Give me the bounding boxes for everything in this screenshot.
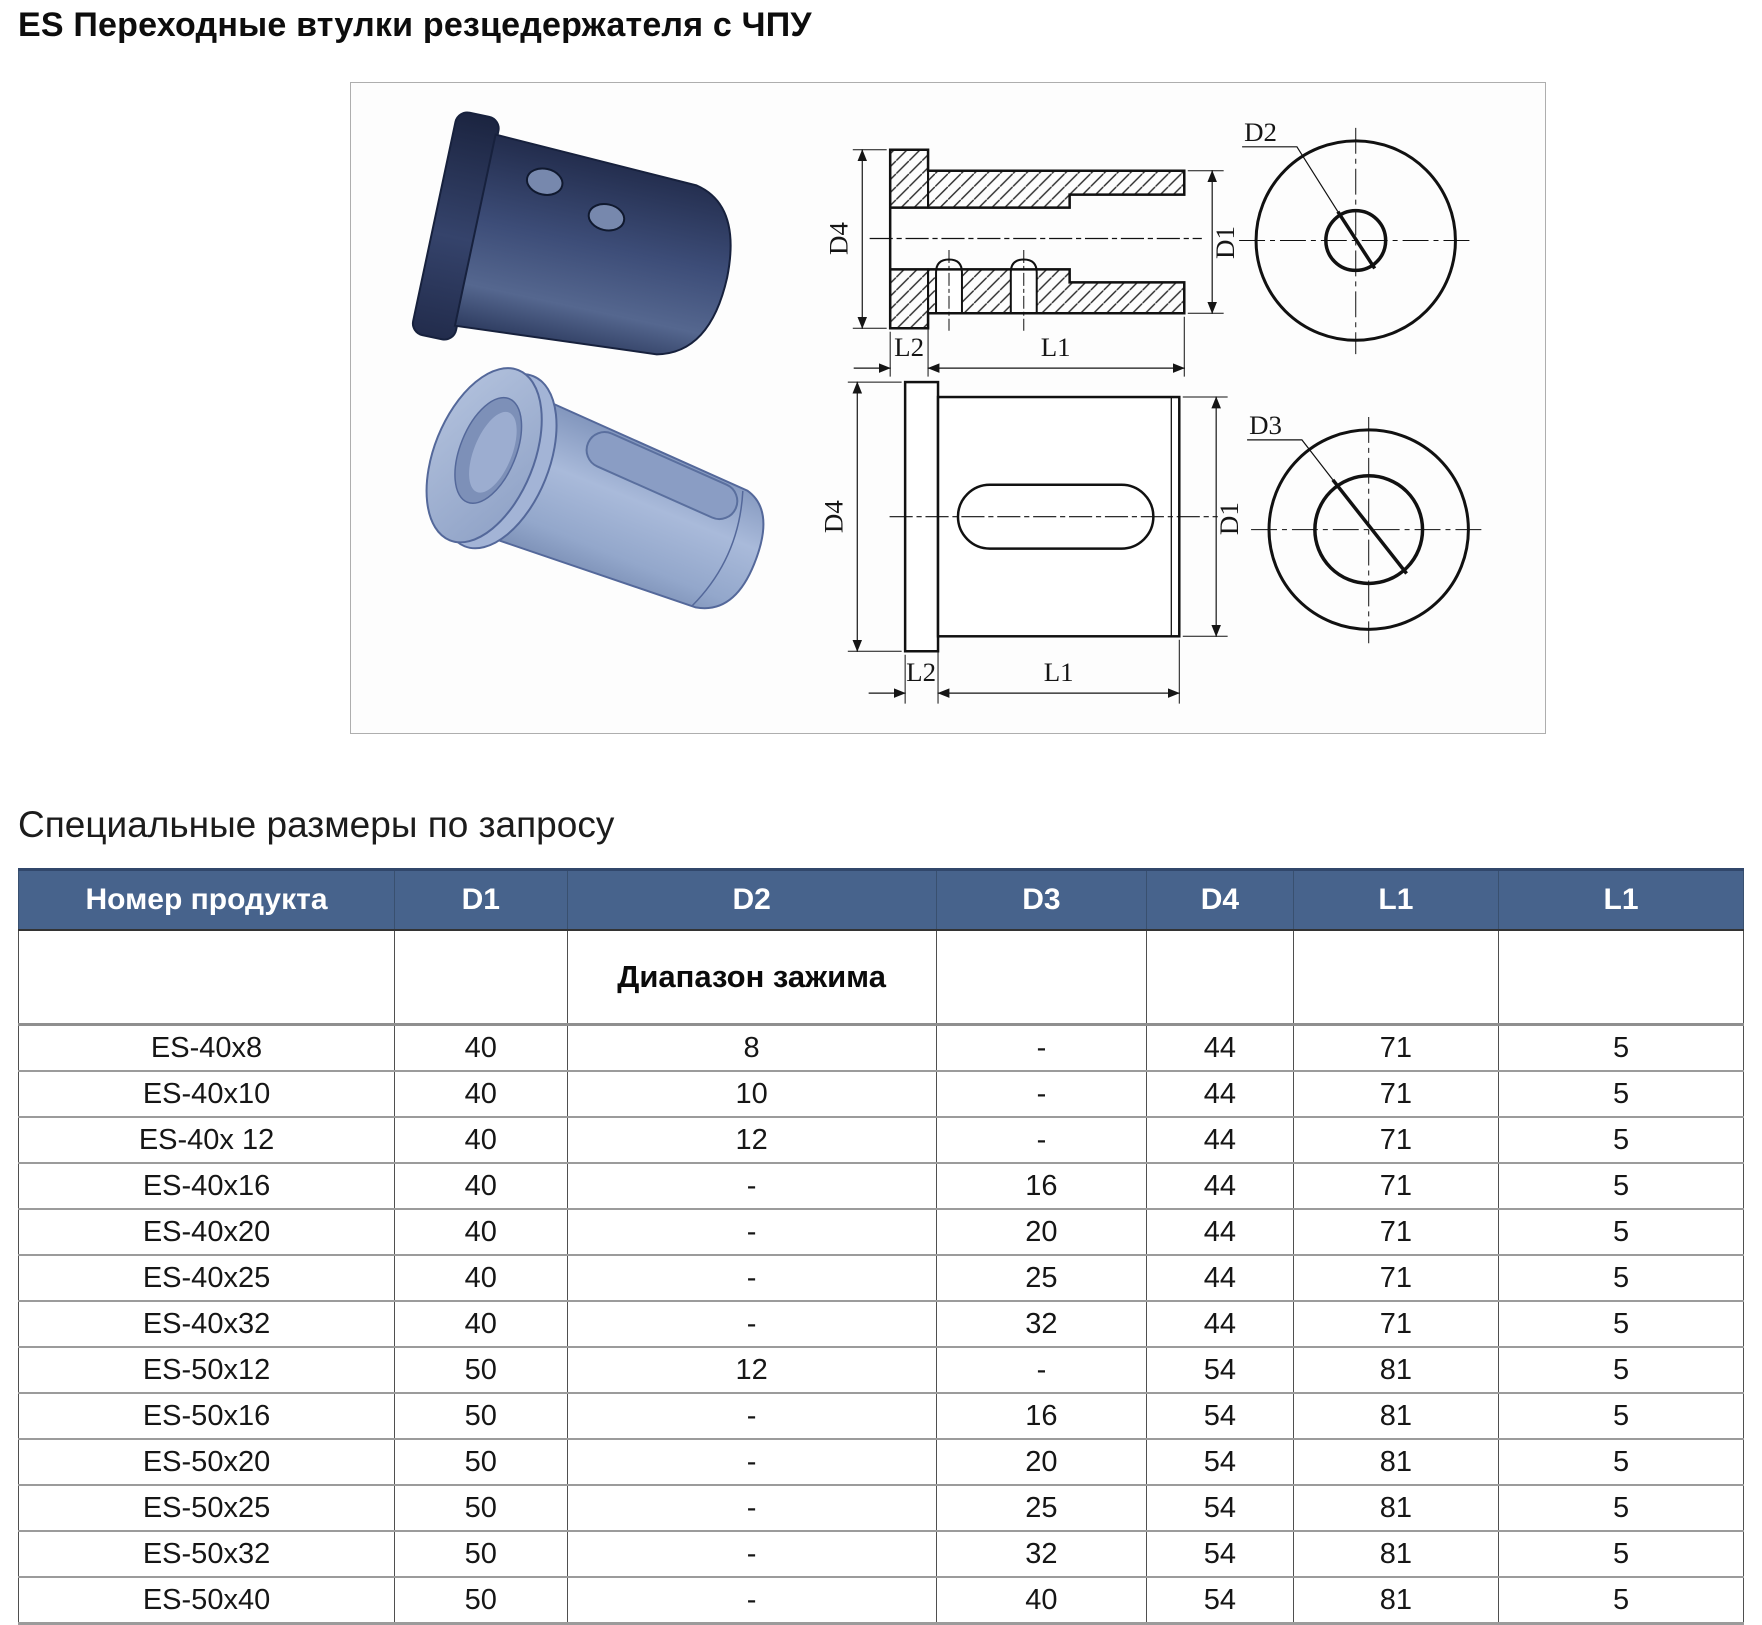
bushing-3d-light xyxy=(404,352,789,650)
cell-d3: 32 xyxy=(936,1301,1146,1347)
cell-product: ES-40x10 xyxy=(19,1071,395,1117)
cell-d1: 40 xyxy=(395,1071,568,1117)
table-row xyxy=(19,1393,1744,1439)
header-product-number: Номер продукта xyxy=(19,870,395,931)
cell-d3: 20 xyxy=(936,1209,1146,1255)
table-row xyxy=(19,1025,1744,1072)
dim-label-d2: D2 xyxy=(1244,116,1277,147)
cell-l1: 71 xyxy=(1293,1255,1498,1301)
table-row xyxy=(19,1163,1744,1209)
technical-drawing-panel xyxy=(350,82,1546,734)
table-row xyxy=(19,1071,1744,1117)
cell-d2: - xyxy=(567,1531,936,1577)
dim-label-l1-top: L1 xyxy=(1040,332,1071,363)
cell-d1: 50 xyxy=(395,1577,568,1624)
table-row xyxy=(19,1301,1744,1347)
table-row xyxy=(19,1577,1744,1624)
cell-d3: 40 xyxy=(936,1577,1146,1624)
cell-d1: 50 xyxy=(395,1439,568,1485)
cell-l1: 71 xyxy=(1293,1117,1498,1163)
cell-l1: 81 xyxy=(1293,1439,1498,1485)
table-row xyxy=(19,1255,1744,1301)
table-row xyxy=(19,1117,1744,1163)
cell-product: ES-50x32 xyxy=(19,1531,395,1577)
cell-product: ES-40x20 xyxy=(19,1209,395,1255)
cell-product: ES-50x20 xyxy=(19,1439,395,1485)
cell-d1: 50 xyxy=(395,1485,568,1531)
cell-d4: 44 xyxy=(1147,1117,1294,1163)
cell-product: ES-40x 12 xyxy=(19,1117,395,1163)
cell-d1: 50 xyxy=(395,1531,568,1577)
cell-d2: - xyxy=(567,1485,936,1531)
dim-label-l1-bottom: L1 xyxy=(1043,657,1074,688)
cell-l2: 5 xyxy=(1499,1071,1744,1117)
cell-l2: 5 xyxy=(1499,1485,1744,1531)
subheader-empty xyxy=(395,930,568,1025)
subheader-empty xyxy=(936,930,1146,1025)
table-header-row xyxy=(19,870,1744,931)
cell-d3: - xyxy=(936,1347,1146,1393)
cell-d4: 54 xyxy=(1147,1485,1294,1531)
table-body xyxy=(19,930,1744,1624)
cell-d4: 44 xyxy=(1147,1209,1294,1255)
cell-l2: 5 xyxy=(1499,1301,1744,1347)
cell-l2: 5 xyxy=(1499,1439,1744,1485)
cell-l1: 81 xyxy=(1293,1485,1498,1531)
cell-product: ES-40x8 xyxy=(19,1025,395,1072)
cell-d4: 44 xyxy=(1147,1301,1294,1347)
section-subtitle: Специальные размеры по запросу xyxy=(18,804,615,845)
cell-l1: 71 xyxy=(1293,1209,1498,1255)
dim-label-d4-top: D4 xyxy=(823,222,854,255)
cell-product: ES-40x25 xyxy=(19,1255,395,1301)
cell-d1: 40 xyxy=(395,1025,568,1072)
cell-product: ES-50x25 xyxy=(19,1485,395,1531)
subheader-empty xyxy=(1293,930,1498,1025)
side-view-bottom xyxy=(818,382,1244,703)
dim-label-d3: D3 xyxy=(1249,409,1282,440)
cell-product: ES-50x16 xyxy=(19,1393,395,1439)
header-l1: L1 xyxy=(1293,870,1498,931)
cell-d4: 44 xyxy=(1147,1071,1294,1117)
cell-d2: - xyxy=(567,1301,936,1347)
cell-l2: 5 xyxy=(1499,1577,1744,1624)
cell-d4: 54 xyxy=(1147,1577,1294,1624)
cell-d3: - xyxy=(936,1071,1146,1117)
subheader-empty xyxy=(1499,930,1744,1025)
cell-product: ES-50x40 xyxy=(19,1577,395,1624)
cell-l1: 81 xyxy=(1293,1577,1498,1624)
page-title: ES Переходные втулки резцедержателя с ЧПУ xyxy=(18,6,812,44)
cell-product: ES-50x12 xyxy=(19,1347,395,1393)
cell-d2: - xyxy=(567,1163,936,1209)
cell-d2: - xyxy=(567,1209,936,1255)
dim-label-d4-bottom: D4 xyxy=(818,500,849,534)
cell-d4: 44 xyxy=(1147,1163,1294,1209)
dimensions-table xyxy=(18,868,1744,1625)
clamp-range-label: Диапазон зажима xyxy=(567,930,936,1025)
subheader-empty xyxy=(19,930,395,1025)
cell-l1: 71 xyxy=(1293,1071,1498,1117)
cell-l2: 5 xyxy=(1499,1255,1744,1301)
cell-d2: 10 xyxy=(567,1071,936,1117)
cell-d4: 54 xyxy=(1147,1393,1294,1439)
cell-d3: 20 xyxy=(936,1439,1146,1485)
cell-d3: 32 xyxy=(936,1531,1146,1577)
cell-d4: 54 xyxy=(1147,1439,1294,1485)
cell-d2: 8 xyxy=(567,1025,936,1072)
front-view-d3 xyxy=(1247,410,1486,643)
table-row xyxy=(19,1439,1744,1485)
subheader-empty xyxy=(1147,930,1294,1025)
cell-d1: 40 xyxy=(395,1301,568,1347)
cell-l2: 5 xyxy=(1499,1163,1744,1209)
table-row xyxy=(19,1209,1744,1255)
cell-l1: 71 xyxy=(1293,1163,1498,1209)
cell-d2: - xyxy=(567,1577,936,1624)
table-row xyxy=(19,1347,1744,1393)
cell-d2: 12 xyxy=(567,1347,936,1393)
cell-l1: 81 xyxy=(1293,1531,1498,1577)
cell-l1: 81 xyxy=(1293,1393,1498,1439)
section-view-top xyxy=(823,150,1240,376)
header-l1b: L1 xyxy=(1499,870,1744,931)
cell-d3: 16 xyxy=(936,1393,1146,1439)
header-d3: D3 xyxy=(936,870,1146,931)
cell-d1: 40 xyxy=(395,1255,568,1301)
cell-d1: 40 xyxy=(395,1163,568,1209)
cell-l1: 71 xyxy=(1293,1301,1498,1347)
table-row xyxy=(19,1531,1744,1577)
bushing-3d-dark xyxy=(411,110,750,394)
cell-l2: 5 xyxy=(1499,1393,1744,1439)
table-row xyxy=(19,1485,1744,1531)
cell-d4: 54 xyxy=(1147,1531,1294,1577)
cell-l2: 5 xyxy=(1499,1347,1744,1393)
cell-product: ES-40x16 xyxy=(19,1163,395,1209)
cell-d3: - xyxy=(936,1117,1146,1163)
cell-l2: 5 xyxy=(1499,1117,1744,1163)
dim-label-d1-top: D1 xyxy=(1210,226,1241,259)
cell-d4: 44 xyxy=(1147,1025,1294,1072)
dim-label-l2-bottom: L2 xyxy=(906,657,937,688)
cell-d2: - xyxy=(567,1439,936,1485)
dim-label-l2-top: L2 xyxy=(894,332,925,363)
cell-d4: 44 xyxy=(1147,1255,1294,1301)
dim-label-d1-bottom: D1 xyxy=(1214,502,1245,536)
cell-d3: 16 xyxy=(936,1163,1146,1209)
cell-d2: - xyxy=(567,1393,936,1439)
technical-drawing xyxy=(351,83,1545,733)
cell-l1: 81 xyxy=(1293,1347,1498,1393)
front-view-d2 xyxy=(1239,117,1472,354)
cell-d3: 25 xyxy=(936,1485,1146,1531)
table-subheader-row xyxy=(19,930,1744,1025)
header-d1: D1 xyxy=(395,870,568,931)
cell-d1: 50 xyxy=(395,1393,568,1439)
cell-d3: 25 xyxy=(936,1255,1146,1301)
cell-d2: 12 xyxy=(567,1117,936,1163)
cell-d4: 54 xyxy=(1147,1347,1294,1393)
cell-l2: 5 xyxy=(1499,1531,1744,1577)
cell-d1: 40 xyxy=(395,1117,568,1163)
cell-d2: - xyxy=(567,1255,936,1301)
cell-d1: 40 xyxy=(395,1209,568,1255)
cell-l2: 5 xyxy=(1499,1025,1744,1072)
header-d2: D2 xyxy=(567,870,936,931)
cell-product: ES-40x32 xyxy=(19,1301,395,1347)
cell-d1: 50 xyxy=(395,1347,568,1393)
cell-l1: 71 xyxy=(1293,1025,1498,1072)
header-d4: D4 xyxy=(1147,870,1294,931)
cell-d3: - xyxy=(936,1025,1146,1072)
cell-l2: 5 xyxy=(1499,1209,1744,1255)
